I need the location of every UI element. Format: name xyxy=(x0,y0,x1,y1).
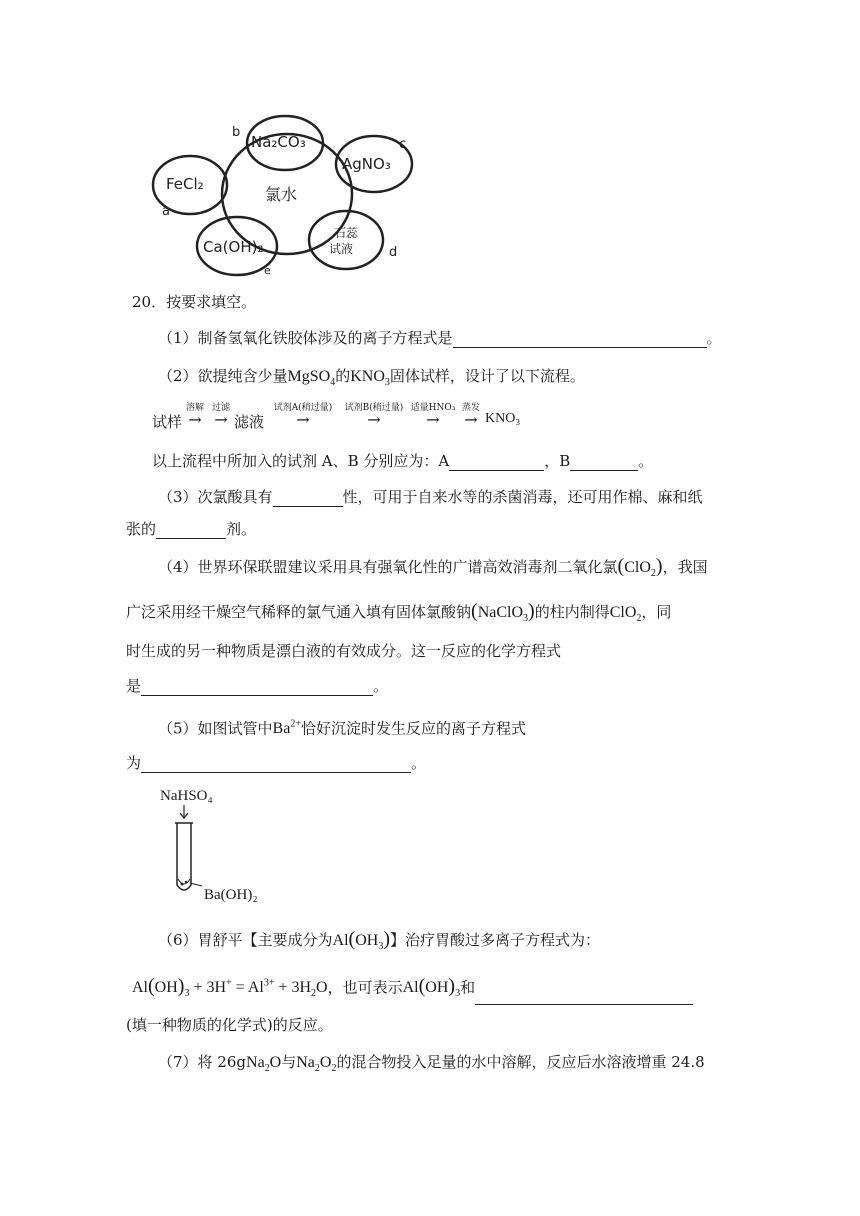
clo2-formula: (ClO$_2$) xyxy=(617,555,663,580)
q-part-6 xyxy=(158,929,600,957)
q2-text-b: 的 xyxy=(335,367,351,385)
mgso4-formula: MgSO$_4$ xyxy=(287,368,336,389)
q1-end: 。 xyxy=(706,329,722,347)
q4-text-a: （4）世界环保联盟建议采用具有强氧化性的广谱高效消毒剂二氧化氯 xyxy=(158,558,618,576)
ba-ion: $Ba^{2+}$ xyxy=(272,719,301,738)
label-d-2: 试液 xyxy=(329,242,354,256)
q4-text-b: ，我国 xyxy=(662,558,708,576)
answer-blank-3a[interactable] xyxy=(273,490,343,507)
q7-text-b: 与 xyxy=(281,1053,297,1071)
aloh3-formula: $Al(OH_3)$ xyxy=(332,928,390,953)
label-c: AgNO₃ xyxy=(342,155,391,173)
answer-blank-4[interactable] xyxy=(141,679,373,696)
q7-text-c: 的混合物投入足量的水中溶解，反应后水溶液增重 24.8 xyxy=(336,1053,705,1071)
label-d-1: 石蕊 xyxy=(334,226,359,240)
q6-text-a: （6）胃舒平【主要成分为 xyxy=(158,931,333,949)
q-part-4-line3: 时生成的另一种物质是漂白液的有效成分。这一反应的化学方程式 xyxy=(126,642,562,660)
tube-solution-label: Ba(OH)₂ xyxy=(204,887,258,903)
answer-blank-1[interactable] xyxy=(453,331,707,348)
answer-blank-5[interactable] xyxy=(141,756,411,773)
q-part-2 xyxy=(158,366,585,393)
q5-text-a: （5）如图试管中 xyxy=(158,719,273,738)
q4-line4-end: 。 xyxy=(373,677,389,695)
flow-step-reagent-b: 试剂B(稍过量) → xyxy=(344,403,404,429)
q1-text: （1）制备氢氧化铁胶体涉及的离子方程式是 xyxy=(158,329,453,347)
q7-text-a: （7）将 26g xyxy=(158,1053,247,1071)
letter-e: e xyxy=(264,264,271,277)
letter-b: b xyxy=(232,125,241,140)
question-title: 20．按要求填空。 xyxy=(132,293,257,311)
q-part-2-line2 xyxy=(152,451,653,471)
q4-line2-a: 广泛采用经干燥空气稀释的氯气通入填有固体氯酸钠 xyxy=(126,603,472,621)
q5-line2-end: 。 xyxy=(411,754,427,772)
q4-line2-b: 的柱内制得 xyxy=(534,603,610,621)
q6-line2-b: ，也可表示 xyxy=(327,978,403,997)
q5-line2-a: 为 xyxy=(126,754,142,772)
answer-blank-b[interactable] xyxy=(570,454,638,471)
q5-text-b: 恰好沉淀时发生反应的离子方程式 xyxy=(300,719,526,738)
label-a: FeCl₂ xyxy=(166,175,204,193)
q2-line2-b: ，B xyxy=(544,452,571,470)
answer-blank-a[interactable] xyxy=(449,454,544,471)
flow-step-dissolve: 溶解 → xyxy=(185,403,204,429)
q-part-3-line2 xyxy=(126,519,256,539)
q-part-4-line4 xyxy=(126,676,388,696)
na2o2-formula: $Na_2O_2$ xyxy=(296,1054,337,1075)
ionic-equation: $Al(OH)_3 + 3H^+ = Al^{3+} + 3H_2O$ xyxy=(132,975,328,1000)
q2-line2-a: 以上流程中所加入的试剂 A、B 分别应为：A xyxy=(152,452,450,470)
q2-text-a: （2）欲提纯含少量 xyxy=(158,367,288,385)
letter-c: c xyxy=(399,137,407,152)
q3-line2-b: 剂。 xyxy=(226,520,257,538)
q-part-5 xyxy=(158,715,526,739)
q3-text-b: 性，可用于自来水等的杀菌消毒，还可用作棉、麻和纸 xyxy=(342,488,703,506)
q-part-7 xyxy=(158,1052,705,1079)
tube-reagent-label: NaHSO₄ xyxy=(160,788,213,804)
chlorine-water-diagram xyxy=(0,0,860,290)
center-label: 氯水 xyxy=(265,185,298,204)
flow-step-evaporate: 蒸发 → xyxy=(461,403,480,429)
label-e: Ca(OH)₂ xyxy=(203,238,264,256)
flow-step-hno3: 适量HNO₃ → xyxy=(410,403,456,429)
q2-line2-end: 。 xyxy=(638,452,654,470)
flow-end: KNO₃ xyxy=(485,411,521,426)
q4-line4-a: 是 xyxy=(126,677,142,695)
q-part-3 xyxy=(158,487,703,507)
q3-line2-a: 张的 xyxy=(126,520,157,538)
q6-text-b: 】治疗胃酸过多离子方程式为： xyxy=(390,931,601,949)
naclo3-formula: (NaClO$_3$) xyxy=(471,600,535,625)
flow-start: 试样 xyxy=(152,413,183,431)
na2o-formula: $Na_2O$ xyxy=(246,1054,282,1075)
answer-blank-6[interactable] xyxy=(475,988,693,1005)
q-part-6-line3: (填一种物质的化学式)的反应。 xyxy=(126,1016,333,1034)
q-part-4 xyxy=(158,556,708,584)
kno3-formula: $KNO_3$ xyxy=(350,368,390,389)
q-part-5-line2 xyxy=(126,753,426,773)
letter-a: a xyxy=(162,204,170,219)
q-part-4-line2 xyxy=(126,601,671,629)
flow-filtrate: 滤液 xyxy=(234,413,265,431)
q3-text-a: （3）次氯酸具有 xyxy=(158,488,273,506)
aloh3-formula-2: $Al(OH)_3$ xyxy=(402,975,461,1000)
q-part-6-line2 xyxy=(132,974,693,1005)
flow-step-filter: 过滤 → xyxy=(211,403,230,429)
q4-line2-c: ，同 xyxy=(641,603,672,621)
q6-line2-c: 和 xyxy=(460,978,476,997)
letter-d: d xyxy=(389,245,398,260)
answer-blank-3b[interactable] xyxy=(156,522,226,539)
clo2-formula-2: ClO$_2$ xyxy=(609,604,642,625)
q2-text-c: 固体试样，设计了以下流程。 xyxy=(389,367,585,385)
label-b: Na₂CO₃ xyxy=(251,133,306,151)
q-part-1 xyxy=(158,328,722,348)
flow-step-reagent-a: 试剂A(稍过量) → xyxy=(273,403,333,429)
